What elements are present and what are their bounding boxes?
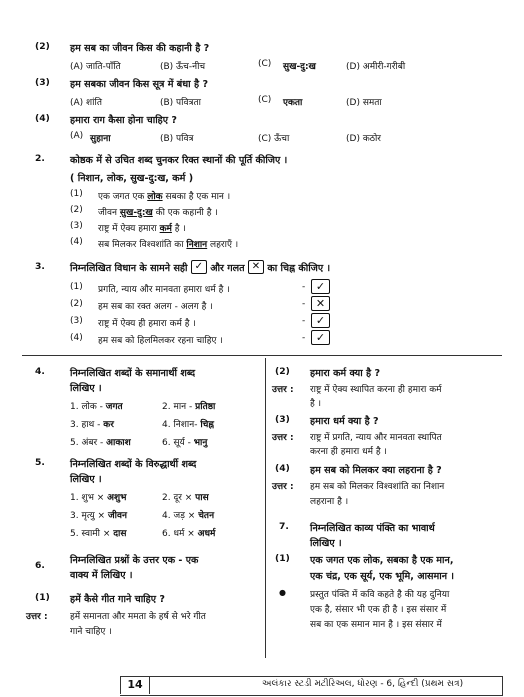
- r-q2-answer-line2: है ।: [310, 399, 322, 409]
- q4-option-a: सुहाना: [90, 134, 111, 144]
- q2-number: (2): [35, 41, 50, 52]
- synonym-1: 1. लोक - जगत: [70, 402, 123, 412]
- q3-option-d: (D) समता: [346, 98, 382, 108]
- q4-text: हमारा राग कैसा होना चाहिए ?: [70, 115, 177, 126]
- section2-number: 2.: [35, 153, 45, 164]
- q4-option-d: (D) कठोर: [346, 134, 381, 144]
- r-q2-answer-label: उत्तर :: [272, 385, 294, 395]
- antonym-2: 2. दूर × पास: [162, 493, 209, 503]
- section5-number: 5.: [35, 457, 45, 468]
- s3-item1-dash: -: [302, 282, 306, 292]
- s7-p1-line1: एक जगत एक लोक, सबका है एक मान,: [310, 555, 454, 566]
- q2-option-d: (D) अमीरी-गरीबी: [346, 62, 406, 72]
- s3-item1-text: प्रगति, न्याय और मानवता हमारा धर्म है ।: [98, 285, 230, 295]
- section3-number: 3.: [35, 261, 45, 272]
- s3-item2-num: (2): [70, 299, 83, 309]
- s3-item4-dash: -: [302, 333, 306, 343]
- r-q2-answer-line1: राष्ट्र में ऐक्य स्थापित करना ही हमारा कर्म: [310, 385, 442, 395]
- s3-item4-mark-icon: ✓: [311, 330, 330, 345]
- s3-item3-dash: -: [302, 316, 306, 326]
- s7-explain-line1: प्रस्तुत पंक्ति में कवि कहते है की यह दुनिया: [310, 590, 450, 600]
- q3-number: (3): [35, 77, 50, 88]
- q2-text: हम सब का जीवन किस की कहानी है ?: [70, 43, 210, 54]
- r-q3-answer-line2: करना ही हमारा धर्म है ।: [310, 447, 387, 457]
- r-q4-num: (4): [275, 463, 290, 474]
- s3-item2-mark-icon: ✕: [311, 296, 330, 311]
- s2-item4: सब मिलकर विश्वशांति का निशान लहराएँ ।: [98, 240, 239, 250]
- s2-item2-num: (2): [70, 205, 83, 215]
- r-q2-text: हमारा कर्म क्या है ?: [310, 368, 381, 379]
- synonym-4: 4. निशान- चिह्न: [162, 420, 214, 430]
- section5-title-line1: निम्नलिखित शब्दों के विरुद्धार्थी शब्द: [70, 459, 197, 470]
- antonym-1: 1. शुभ × अशुभ: [70, 493, 127, 503]
- antonym-4: 4. जड़ × चेतन: [162, 511, 215, 521]
- s6-answer-line1: हमें समानता और ममता के हर्ष से भरे गीत: [70, 612, 206, 622]
- r-q4-text: हम सब को मिलकर क्या लहराना है ?: [310, 465, 442, 476]
- s3-item1-mark-icon: ✓: [311, 279, 330, 294]
- antonym-6: 6. धर्म × अधर्म: [162, 529, 216, 539]
- q3-option-b: (B) पवित्रता: [160, 98, 201, 108]
- section6-title-line2: वाक्य में लिखिए ।: [70, 570, 133, 581]
- r-q3-answer-label: उत्तर :: [272, 433, 294, 443]
- q2-option-b: (B) ऊँच-नीच: [160, 62, 206, 72]
- cross-box-icon: ✕: [248, 260, 264, 274]
- q3-option-a: (A) शांति: [70, 98, 102, 108]
- s2-item3-num: (3): [70, 221, 83, 231]
- section7-number: 7.: [279, 521, 289, 532]
- r-q3-text: हमारा धर्म क्या है ?: [310, 416, 379, 427]
- s6-q1-num: (1): [35, 592, 50, 603]
- s3-item4-num: (4): [70, 333, 83, 343]
- synonym-2: 2. मान - प्रतिष्ठा: [162, 402, 216, 412]
- q3-option-c-label: (C): [258, 95, 272, 105]
- section6-title-line1: निम्नलिखित प्रश्नों के उत्तर एक - एक: [70, 555, 199, 566]
- s7-p1-num: (1): [275, 553, 290, 564]
- section2-hint: ( निशान, लोक, सुख-दु:ख, कर्म ): [70, 173, 194, 184]
- r-q3-num: (3): [275, 414, 290, 425]
- q4-number: (4): [35, 113, 50, 124]
- section5-title-line2: लिखिए ।: [70, 474, 102, 485]
- page-number: 14: [120, 676, 150, 694]
- section6-number: 6.: [35, 560, 45, 571]
- s6-answer-line2: गाने चाहिए ।: [70, 627, 112, 637]
- antonym-3: 3. मृत्यु × जीवन: [70, 511, 127, 521]
- r-q4-answer-line2: लहराना है ।: [310, 497, 349, 507]
- s6-answer-label: उत्तर :: [26, 612, 48, 622]
- section4-title-line2: लिखिए ।: [70, 383, 102, 394]
- q2-option-c: सुख-दु:ख: [283, 62, 316, 72]
- s2-item4-num: (4): [70, 237, 83, 247]
- r-q4-answer-line1: हम सब को मिलकर विश्वशांति का निशान: [310, 482, 445, 492]
- s6-q1-text: हमें कैसे गीत गाने चाहिए ?: [70, 594, 165, 605]
- q2-option-c-label: (C): [258, 59, 272, 69]
- section2-title: कोष्ठक में से उचित शब्द चुनकर रिक्त स्थानों की पूर्ति कीजिए ।: [70, 155, 288, 166]
- tick-box-icon: ✓: [191, 260, 207, 274]
- s3-item2-text: हम सब का रक्त अलग - अलग है ।: [98, 302, 213, 312]
- q3-option-c: एकता: [283, 98, 303, 108]
- s2-item1-num: (1): [70, 189, 83, 199]
- bullet-icon: ●: [279, 588, 286, 597]
- footer-text: અલંકાર સ્ટડી મટીરિઅલ, ધોરણ - 6, હિન્દી (પ્રથમ સત્ર): [262, 679, 464, 689]
- s2-item1: एक जगत एक लोक सबका है एक मान ।: [98, 192, 231, 202]
- s7-explain-line3: सब का एक समान मान है । इस संसार में: [310, 620, 442, 630]
- column-divider: [265, 358, 266, 658]
- q4-option-b: (B) पवित्र: [160, 134, 194, 144]
- section7-title-line2: लिखिए ।: [310, 538, 342, 549]
- section4-title-line1: निम्नलिखित शब्दों के समानार्थी शब्द: [70, 368, 196, 379]
- q4-option-a-label: (A): [70, 131, 84, 141]
- s2-item2: जीवन सुख-दु:ख की एक कहानी है ।: [98, 208, 218, 218]
- antonym-5: 5. स्वामी × दास: [70, 529, 127, 539]
- section3-title: निम्नलिखित विधान के सामने सही ✓ और गलत ✕ का चिह्न कीजिए ।: [70, 261, 331, 274]
- r-q4-answer-label: उत्तर :: [272, 482, 294, 492]
- section7-title-line1: निम्नलिखित काव्य पंक्ति का भावार्थ: [310, 523, 435, 534]
- synonym-5: 5. अंबर - आकाश: [70, 438, 131, 448]
- s3-item3-text: राष्ट्र में ऐक्य ही हमारा कर्म है ।: [98, 319, 196, 329]
- s3-item3-mark-icon: ✓: [311, 313, 330, 328]
- s3-item4-text: हम सब को हिलमिलकर रहना चाहिए ।: [98, 336, 223, 346]
- s3-item3-num: (3): [70, 316, 83, 326]
- s3-item1-num: (1): [70, 282, 83, 292]
- r-q2-num: (2): [275, 366, 290, 377]
- section4-number: 4.: [35, 366, 45, 377]
- s7-explain-line2: एक है, संसार भी एक ही है । इस संसार में: [310, 605, 447, 615]
- synonym-6: 6. सूर्य - भानु: [162, 438, 208, 448]
- s7-p1-line2: एक चंद्र, एक सूर्य, एक भूमि, आसमान ।: [310, 571, 455, 582]
- r-q3-answer-line1: राष्ट्र में प्रगति, न्याय और मानवता स्थापित: [310, 433, 442, 443]
- s3-item2-dash: -: [302, 299, 306, 309]
- section-divider: [22, 355, 502, 356]
- q4-option-c: (C) ऊँचा: [258, 134, 290, 144]
- q2-option-a: (A) जाति-पाँति: [70, 62, 121, 72]
- synonym-3: 3. हाथ - कर: [70, 420, 114, 430]
- q3-text: हम सबका जीवन किस सूत्र में बंधा है ?: [70, 79, 209, 90]
- s2-item3: राष्ट्र में ऐक्य हमारा कर्म है ।: [98, 224, 186, 234]
